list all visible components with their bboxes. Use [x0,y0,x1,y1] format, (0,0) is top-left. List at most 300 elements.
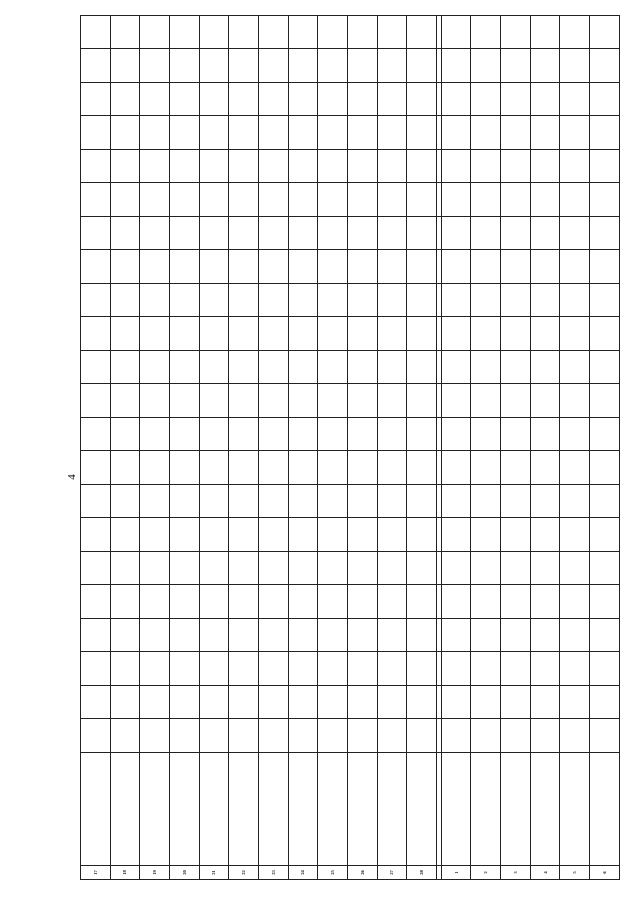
table-cell [530,719,560,753]
table-cell [407,150,437,184]
table-cell [501,250,531,284]
table-cell [199,83,229,117]
table-cell [441,619,471,653]
table-cell [530,150,560,184]
table-cell [347,250,377,284]
table-cell [288,49,318,83]
table-cell [590,585,620,619]
row-name-cell [501,753,531,866]
table-cell [140,116,170,150]
table-cell [347,150,377,184]
table-cell [140,518,170,552]
table-cell [407,16,437,50]
table-cell [199,49,229,83]
table-cell [407,317,437,351]
table-cell [530,49,560,83]
table-cell [140,384,170,418]
table-cell [258,183,288,217]
table-cell [407,284,437,318]
table-row [530,16,560,880]
table-cell [471,485,501,519]
table-cell [471,317,501,351]
table-cell [501,384,531,418]
table-cell [110,183,140,217]
table-cell [377,418,407,452]
table-cell [530,183,560,217]
row-number-cell: 18 [110,866,140,880]
table-cell [560,183,590,217]
table-cell [199,183,229,217]
table-cell [407,686,437,720]
table-cell [288,150,318,184]
table-cell [229,250,259,284]
table-cell [441,183,471,217]
table-cell [347,83,377,117]
table-cell [471,418,501,452]
table-cell [288,719,318,753]
row-number-cell: 2 [471,866,501,880]
row-name-cell [407,753,437,866]
table-cell [81,83,111,117]
table-cell [560,351,590,385]
table-cell [169,116,199,150]
table-cell [377,585,407,619]
table-cell [229,16,259,50]
table-cell [407,250,437,284]
table-cell [110,652,140,686]
table-cell [501,150,531,184]
table-cell [501,183,531,217]
table-cell [81,585,111,619]
table-cell [441,418,471,452]
table-cell [377,250,407,284]
table-cell [258,518,288,552]
table-cell [318,150,348,184]
table-cell [199,719,229,753]
row-name-cell [110,753,140,866]
table-cell [377,686,407,720]
table-cell [229,351,259,385]
table-cell [590,652,620,686]
table-cell [81,552,111,586]
table-cell [530,451,560,485]
table-cell [229,619,259,653]
table-cell [441,351,471,385]
table-cell [377,317,407,351]
table-cell [590,686,620,720]
table-cell [347,686,377,720]
table-cell [318,217,348,251]
table-cell [377,49,407,83]
table-cell [471,217,501,251]
table-cell [560,652,590,686]
table-cell [169,284,199,318]
table-cell [471,585,501,619]
table-cell [199,686,229,720]
table-cell [530,250,560,284]
data-table [80,15,620,880]
table-cell [318,49,348,83]
table-cell [258,351,288,385]
table-row [347,16,377,880]
table-cell [407,116,437,150]
table-row [318,16,348,880]
table-cell [530,518,560,552]
table-cell [258,686,288,720]
table-cell [258,418,288,452]
table-cell [288,217,318,251]
table-cell [347,485,377,519]
table-cell [318,317,348,351]
table-cell [169,552,199,586]
table-cell [81,116,111,150]
table-cell [590,317,620,351]
table-cell [530,351,560,385]
table-cell [501,585,531,619]
table-cell [169,418,199,452]
table-cell [81,150,111,184]
table-cell [229,418,259,452]
table-cell [560,451,590,485]
table-cell [530,116,560,150]
table-cell [441,49,471,83]
table-cell [560,317,590,351]
table-cell [530,384,560,418]
table-cell [471,518,501,552]
row-name-cell [471,753,501,866]
table-cell [288,250,318,284]
table-cell [318,518,348,552]
table-cell [229,183,259,217]
rotated-table-wrapper [80,15,620,880]
table-cell [318,485,348,519]
table-cell [140,150,170,184]
table-cell [169,652,199,686]
table-cell [110,585,140,619]
table-cell [318,183,348,217]
row-number-cell: 27 [377,866,407,880]
table-cell [501,284,531,318]
table-cell [229,83,259,117]
table-cell [81,418,111,452]
table-cell [110,351,140,385]
table-cell [471,719,501,753]
table-cell [288,384,318,418]
table-cell [318,284,348,318]
table-cell [199,250,229,284]
row-name-cell [560,753,590,866]
table-cell [590,518,620,552]
row-number-cell: 1 [441,866,471,880]
table-cell [229,317,259,351]
table-row [110,16,140,880]
table-row [471,16,501,880]
table-cell [229,49,259,83]
table-cell [377,83,407,117]
table-cell [530,485,560,519]
table-cell [530,686,560,720]
table-cell [501,451,531,485]
table-cell [347,384,377,418]
table-cell [530,619,560,653]
row-number-cell: 17 [81,866,111,880]
table-cell [501,16,531,50]
row-number-cell: 6 [590,866,620,880]
table-cell [110,150,140,184]
table-cell [169,183,199,217]
row-number-cell: 28 [407,866,437,880]
table-cell [258,116,288,150]
table-cell [347,518,377,552]
table-cell [229,585,259,619]
table-row [169,16,199,880]
table-cell [501,652,531,686]
table-cell [140,619,170,653]
table-cell [229,719,259,753]
table-cell [140,585,170,619]
table-cell [169,518,199,552]
table-cell [229,384,259,418]
table-cell [590,619,620,653]
table-cell [258,217,288,251]
table-cell [407,619,437,653]
table-cell [199,552,229,586]
table-cell [229,451,259,485]
table-cell [258,485,288,519]
table-cell [407,83,437,117]
table-cell [288,518,318,552]
table-cell [441,552,471,586]
table-cell [199,418,229,452]
table-cell [110,217,140,251]
table-cell [560,686,590,720]
table-cell [229,552,259,586]
table-cell [377,719,407,753]
table-cell [81,652,111,686]
table-cell [318,619,348,653]
table-cell [590,183,620,217]
table-cell [590,351,620,385]
table-cell [318,552,348,586]
table-cell [471,686,501,720]
table-cell [347,552,377,586]
table-row [81,16,111,880]
table-cell [288,351,318,385]
table-cell [347,317,377,351]
row-name-cell [347,753,377,866]
row-name-cell [318,753,348,866]
row-name-cell [288,753,318,866]
table-cell [199,16,229,50]
table-cell [318,16,348,50]
table-cell [81,351,111,385]
table-cell [140,16,170,50]
row-number-cell: 20 [169,866,199,880]
table-cell [590,451,620,485]
table-cell [560,552,590,586]
table-cell [407,652,437,686]
table-cell [140,83,170,117]
row-name-cell [199,753,229,866]
table-cell [407,418,437,452]
table-cell [501,619,531,653]
table-cell [471,451,501,485]
table-cell [590,418,620,452]
table-cell [441,284,471,318]
table-cell [590,284,620,318]
table-cell [501,49,531,83]
table-cell [407,183,437,217]
table-cell [407,217,437,251]
table-cell [347,451,377,485]
table-cell [110,552,140,586]
table-cell [169,451,199,485]
row-number-cell: 3 [501,866,531,880]
table-cell [288,619,318,653]
table-cell [347,351,377,385]
table-cell [199,351,229,385]
table-cell [110,418,140,452]
table-cell [501,518,531,552]
table-cell [199,652,229,686]
table-cell [441,16,471,50]
table-cell [318,585,348,619]
table-cell [229,217,259,251]
table-body [81,16,620,880]
row-name-cell [258,753,288,866]
table-cell [530,217,560,251]
table-cell [347,719,377,753]
row-name-cell [590,753,620,866]
table-cell [258,585,288,619]
table-cell [229,652,259,686]
row-name-cell [441,753,471,866]
table-cell [560,150,590,184]
table-cell [258,250,288,284]
table-cell [229,284,259,318]
row-name-cell [140,753,170,866]
table-cell [441,384,471,418]
row-number-cell: 19 [140,866,170,880]
table-cell [288,418,318,452]
row-name-cell [530,753,560,866]
table-cell [501,217,531,251]
table-cell [169,49,199,83]
table-cell [407,451,437,485]
table-cell [140,217,170,251]
table-cell [318,418,348,452]
table-cell [590,485,620,519]
table-cell [560,217,590,251]
table-cell [441,518,471,552]
table-cell [377,384,407,418]
table-cell [169,150,199,184]
table-cell [590,217,620,251]
table-cell [347,49,377,83]
table-cell [590,250,620,284]
table-cell [560,49,590,83]
table-cell [590,116,620,150]
table-cell [229,485,259,519]
table-cell [590,49,620,83]
table-cell [471,116,501,150]
table-cell [407,552,437,586]
table-cell [347,183,377,217]
table-cell [140,719,170,753]
table-cell [140,652,170,686]
table-cell [560,719,590,753]
table-cell [318,652,348,686]
table-cell [560,83,590,117]
table-cell [347,418,377,452]
table-cell [169,317,199,351]
row-name-cell [169,753,199,866]
table-cell [110,284,140,318]
table-cell [441,116,471,150]
row-number-cell: 24 [288,866,318,880]
table-cell [377,485,407,519]
row-number-cell: 25 [318,866,348,880]
table-cell [81,384,111,418]
table-cell [590,552,620,586]
table-cell [199,619,229,653]
table-cell [471,83,501,117]
table-cell [140,49,170,83]
table-cell [81,284,111,318]
table-cell [140,552,170,586]
table-cell [560,485,590,519]
table-cell [258,719,288,753]
table-cell [530,418,560,452]
table-cell [81,686,111,720]
table-cell [169,16,199,50]
table-cell [471,183,501,217]
table-cell [81,451,111,485]
table-cell [258,384,288,418]
table-row [441,16,471,880]
table-cell [501,317,531,351]
table-cell [318,83,348,117]
table-cell [377,116,407,150]
table-cell [110,16,140,50]
table-cell [110,384,140,418]
table-cell [560,116,590,150]
table-cell [258,552,288,586]
table-cell [560,250,590,284]
table-cell [590,384,620,418]
table-cell [530,83,560,117]
table-cell [560,518,590,552]
table-cell [318,384,348,418]
table-cell [501,418,531,452]
table-cell [110,719,140,753]
table-cell [169,384,199,418]
table-cell [407,485,437,519]
table-cell [318,250,348,284]
table-cell [110,49,140,83]
table-cell [590,16,620,50]
table-cell [407,719,437,753]
page-number: 4 [66,474,78,480]
table-cell [258,83,288,117]
table-cell [169,485,199,519]
table-cell [81,518,111,552]
table-cell [81,719,111,753]
table-cell [318,686,348,720]
row-number-cell: 5 [560,866,590,880]
table-cell [258,284,288,318]
table-cell [229,116,259,150]
